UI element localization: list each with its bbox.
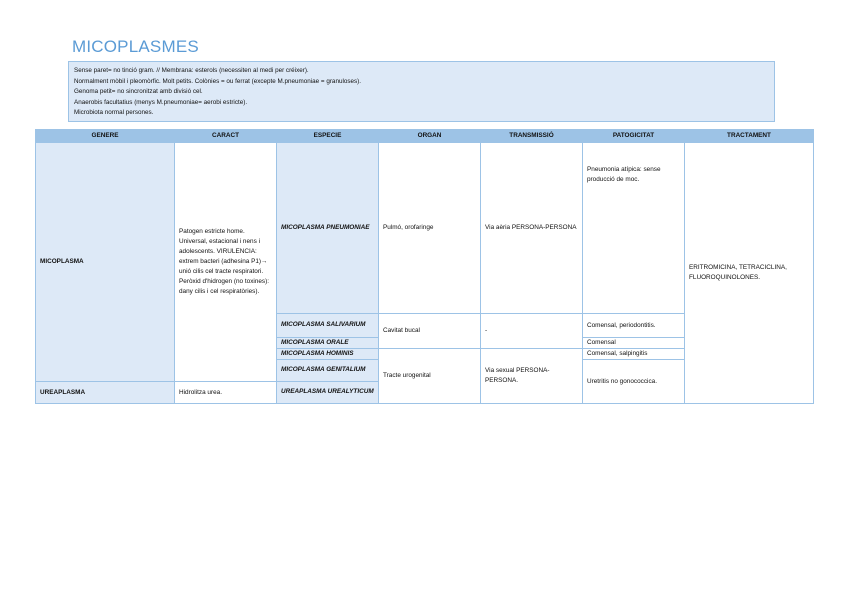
transmissio-bucal: - <box>481 314 583 349</box>
note-line: Microbiota normal persones. <box>74 109 154 117</box>
species-genitalium: MICOPLASMA GENITALIUM <box>277 360 379 382</box>
organ-pneumoniae: Pulmó, orofaringe <box>379 143 481 314</box>
header-caract: CARACT <box>175 130 277 143</box>
transmissio-pneumoniae: Via aèria PERSONA-PERSONA <box>481 143 583 314</box>
summary-box <box>68 61 775 122</box>
species-urealyticum: UREAPLASMA UREALYTICUM <box>277 382 379 404</box>
header-patogicitat: PATOGICITAT <box>583 130 685 143</box>
patogicitat-orale: Comensal <box>583 338 685 349</box>
patogicitat-hominis: Comensal, salpingitis <box>583 349 685 360</box>
organ-bucal: Cavitat bucal <box>379 314 481 349</box>
header-genere: GENERE <box>36 130 175 143</box>
species-salivarium: MICOPLASMA SALIVARIUM <box>277 314 379 338</box>
header-especie: ESPECIE <box>277 130 379 143</box>
genere-ureaplasma-cell: UREAPLASMA <box>36 382 175 404</box>
species-pneumoniae: MICOPLASMA PNEUMONIAE <box>277 143 379 314</box>
note-line: Anaerobis facultatius (menys M.pneumoniae= aerobi estricte). <box>74 98 248 106</box>
patogicitat-urogenital: Uretritis no gonococcica. <box>583 360 685 404</box>
caract-micoplasma-cell: Patogen estricte home. Universal, estacional i nens i adolescents. VIRULENCIA: extrem bacteri (adhesina P1)→ unió cilis cel tracte respiratori. Peròxid d'hidrogen (no toxines): dany cilis i cel respiratòries). <box>175 143 277 382</box>
patogicitat-salivarium: Comensal, periodontitis. <box>583 314 685 338</box>
table-header-row <box>36 130 814 143</box>
header-tractament: TRACTAMENT <box>685 130 814 143</box>
patogicitat-pneumoniae: Pneumonia atípica: sense producció de moc. <box>583 143 685 314</box>
note-line: Genoma petit= no sincronitzat amb divisió cel. <box>74 88 203 96</box>
table-row <box>36 143 814 314</box>
species-hominis: MICOPLASMA HOMINIS <box>277 349 379 360</box>
transmissio-urogenital: Via sexual PERSONA-PERSONA. <box>481 349 583 404</box>
tractament-cell: ERITROMICINA, TETRACICLINA, FLUOROQUINOLONES. <box>685 143 814 404</box>
note-line: Sense paret= no tinció gram. // Membrana: esterols (necessiten al medi per créixer). <box>74 67 309 74</box>
genere-micoplasma-cell: MICOPLASMA <box>36 143 175 382</box>
organ-urogenital: Tracte urogenital <box>379 349 481 404</box>
header-organ: ORGAN <box>379 130 481 143</box>
page-title: MICOPLASMES <box>72 37 199 56</box>
species-orale: MICOPLASMA ORALE <box>277 338 379 349</box>
header-transmissio: TRANSMISSIÓ <box>481 130 583 143</box>
caract-ureaplasma-cell: Hidrolitza urea. <box>175 382 277 404</box>
micoplasmes-table <box>35 129 814 404</box>
note-line: Normalment mòbil i pleomòrfic. Molt petits. Colònies = ou ferrat (excepte M.pneumoniae = granuloses). <box>74 77 361 85</box>
